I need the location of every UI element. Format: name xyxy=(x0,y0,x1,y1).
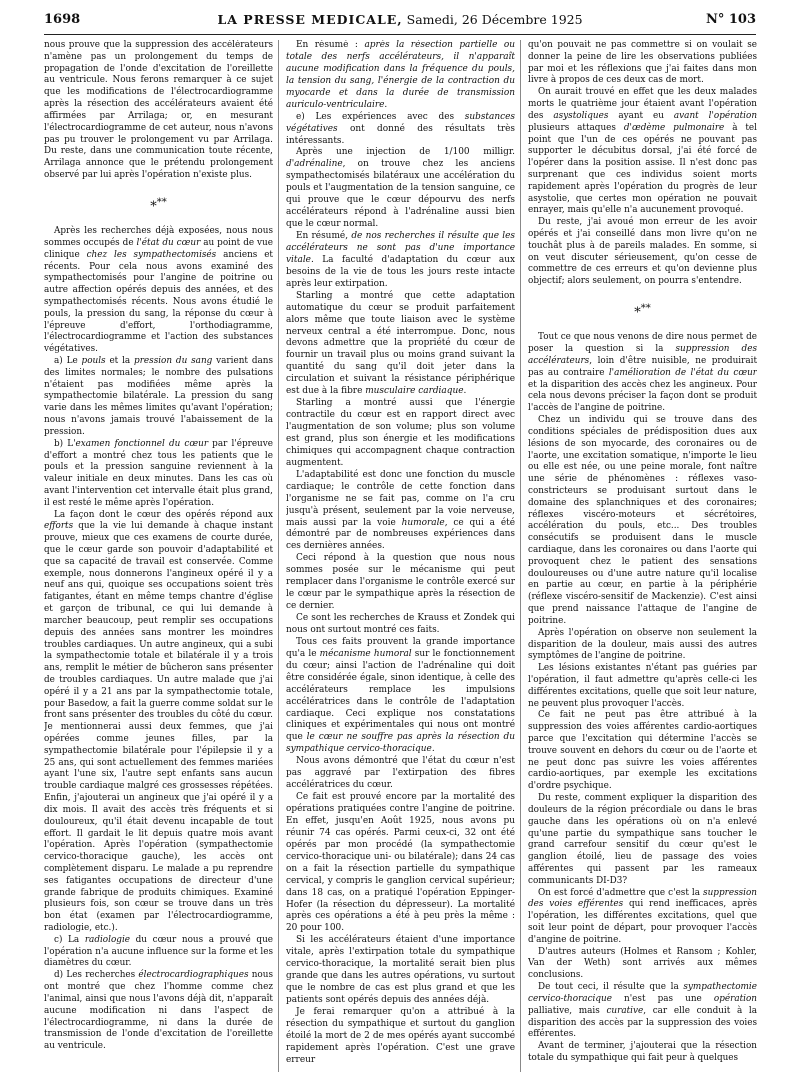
paragraph: Du reste, comment expliquer la disparition des douleurs de la région précordiale ou dans le bras gauche dans les opérations où on n'a enlevé qu'une partie du sympathique sans toucher le grand carrefour sensitif du cœur qu'est le ganglion étoilé, lieu de passage des voies afférentes qui passent par les rameaux communicants DI-D3? xyxy=(528,793,757,886)
text: ayant eu xyxy=(608,110,674,121)
text: et la disparition des accès chez les angineux. Pour cela nous devons préciser la façon dont se produit l'accès de l'angine de poitrine. xyxy=(528,379,757,414)
paragraph xyxy=(44,226,273,356)
italic-text: suppression des voies efférentes xyxy=(528,887,757,910)
paragraph: D'autres auteurs (Holmes et Ransom ; Kohler, Van der Weth) sont arrivés aux mêmes conclusions. xyxy=(528,946,757,981)
page-header xyxy=(44,8,756,35)
text: En résumé, xyxy=(296,231,352,241)
paragraph xyxy=(286,112,515,148)
text: que la vie lui demande à chaque instant prouve, mieux que ces examens de courte durée, que le cœur garde son pouvoir d'adaptabilité et que sa capacité de travail est conservée. Comme exemple, nous donnerons l'angineux opéré il y a neuf ans qui, quoique ses occupations soient très fatigantes, étant en même temps chantre d'église et garçon de tribunal, ce qui lui demande à marcher beaucoup, peut remplir ses occupations depuis des années sans montrer les moindres troubles cardiaques. Un autre angineux, qui a subi la sympathectomie totale et bilatérale il y a trois ans, remplit le métier de bûcheron sans présenter de troubles cardiaques. Un autre malade que j'ai opéré il y a 21 ans par la sympathectomie totale, pour Basedow, a fait la guerre comme soldat sur le front sans présenter des troubles du côté du cœur. Je mentionnerai aussi deux femmes, que j'ai opérées comme jeunes filles, par la sympathectomie bilatérale pour l'épilepsie il y a 25 ans, qui sont actuellement des femmes mariées ayant l'une six, l'autre sept enfants sans aucun trouble cardiaque malgré ces grossesses répétées. Enfin, j'ajouterai un angineux que j'ai opéré il y a dix mois. Il avait des accès très fréquents et si douloureux, qu'il était devenu incapable de tout effort. Il gardait le lit depuis quatre mois avant l'opération. Après l'opération (sympathectomie cervico-thoracique gauche), les accès ont complètement disparu. Le malade a pu reprendre ses fatigantes occupations de directeur d'une grande fabrique de produits chimiques. Examiné plusieurs fois, son cœur se trouve dans un très bon état (examen par l'électrocardiogramme, radiologie, etc.). xyxy=(44,521,273,934)
paragraph: qu'on pouvait ne pas commettre si on voulait se donner la peine de lire les observations publiées par moi et les réflexions que j'ai faites dans mon livre à propos de ces deux cas de mort. xyxy=(528,40,757,86)
italic-text: musculaire cardiaque xyxy=(365,386,464,397)
paragraph xyxy=(286,231,515,291)
text: , ce qui a été démontré par de nombreuses expériences dans ces dernières années. xyxy=(286,517,515,552)
paragraph xyxy=(528,332,757,415)
paragraph: Ce fait est prouvé encore par la mortalité des opérations pratiquées contre l'angine de poitrine. En effet, jusqu'en Août 1925, nous avons pu réunir 74 cas opérés. Parmi ceux-ci, 32 ont été opérés par mon procédé (la sympathectomie cervico-thoracique uni- ou bilatérale); dans 24 cas on a fait la résection partielle du sympathique cervical, y compris le ganglion cervical supérieur; dans 18 cas, on a pratiqué l'opération Eppinger-Hofer (la résection du dépresseur). La mortalité après ces opérations a été à peu près la même : 20 pour 100. xyxy=(286,792,515,934)
italic-text: opération xyxy=(713,993,757,1004)
text: a) Le xyxy=(54,356,82,367)
text: Tout ce que nous venons de dire nous permet de poser la question si la xyxy=(528,332,757,355)
paragraph xyxy=(286,40,515,112)
paragraph xyxy=(44,356,273,439)
text-column-3 xyxy=(528,40,757,1072)
italic-text: l'amélioration de l'état du cœur xyxy=(608,367,757,378)
italic-text: humorale xyxy=(401,517,445,528)
paragraph xyxy=(44,970,273,1053)
italic-text: d'œdème pulmonaire xyxy=(623,122,725,133)
italic-text: suppression des accélérateurs xyxy=(528,344,757,367)
paragraph: Starling a montré aussi que l'énergie contractile du cœur est en rapport direct avec l'augmentation de son volume; plus son volume est grand, plus son énergie et les modifications chimiques qui accompagnent chaque contraction augmentent. xyxy=(286,398,515,468)
section-separator-asterism: *** xyxy=(634,303,651,321)
paragraph xyxy=(528,982,757,1041)
text: La façon dont le cœur des opérés répond aux xyxy=(54,509,273,520)
text: à tel point que l'un de ces opérés ne pouvant pas supporter le décubitus dorsal, j'ai été forcé de l'opérer dans la position assise. Il n'est donc pas surprenant que ces individus soient morts rapidement après l'opération du progrès de leur asystolie, que certes mon opération ne pouvait enrayer, mais qu'elle n'a aucunement provoqué. xyxy=(528,122,757,216)
italic-text: le cœur ne souffre pas après la résection du sympathique cervico-thoracique. xyxy=(286,732,515,755)
text: varient dans des limites normales; le nombre des pulsations n'étaient pas modifiées même après la sympathectomie bilatérale. La pression du sang varie dans les mêmes limites qu'avant l'opération; nous n'avons jamais trouvé l'abaissement de la pression. xyxy=(44,356,273,437)
text: , on trouve chez les anciens sympathectomisés bilatéraux une accélération du pouls et l'augmentation de la tension sanguine, ce qui prouve que le cœur dépourvu des nerfs accélérateurs répond à l'adrénaline aussi bien que le cœur normal. xyxy=(286,159,515,230)
paragraph xyxy=(44,510,273,935)
paragraph: nous prouve que la suppression des accélérateurs n'amène pas un prolongement du temps de propagation de l'onde d'excitation de l'oreillette au ventricule. Nous ferons remarquer à ce sujet que les modifications de l'électrocardiogramme après la résection des accélérateurs avaient été affirmées par Arrilaga; or, en mesurant l'électrocardiogramme de cet auteur, nous n'avons pas pu trouver le prolongement vu par Arrilaga. Du reste, dans une communication toute récente, Arrilaga annonce que le prétendu prolongement observé par lui après l'opération n'existe plus. xyxy=(44,40,273,180)
text: , loin d'être nuisible, ne produirait pas au contraire xyxy=(528,356,757,378)
text: On est forcé d'admettre que c'est la xyxy=(538,887,704,898)
paragraph xyxy=(286,291,515,398)
italic-text: électrocardiographiques xyxy=(138,970,249,981)
text: nous ont montré que chez l'homme comme chez l'animal, ainsi que nous l'avons déjà dit, n'apparaît aucune modification ni dans l'aspect de l'électrocardiogramme, ni dans la durée de transmission de l'onde d'excitation de l'oreillette au ventricule. xyxy=(44,970,273,1052)
text: palliative, mais xyxy=(528,1005,607,1016)
paragraph xyxy=(286,637,515,756)
paragraph: Ce sont les recherches de Krauss et Zondek qui nous ont surtout montré ces faits. xyxy=(286,613,515,635)
text: La faculté d'adaptation du cœur aux besoins de la vie de tous les jours reste intacte après leur extirpation. xyxy=(286,254,515,289)
text: Starling a montré que cette adaptation automatique du cœur se produit parfaitement alors même que toute liaison avec le système nerveux central a été interrompue. Donc, nous devons admettre que la propriété du cœur de fournir un travail plus ou moins grand suivant la quantité du sang qu'il doit jeter dans la circulation et suivant la résistance périphérique est due à la fibre xyxy=(286,290,515,397)
paragraph xyxy=(528,87,757,217)
italic-text: sympathectomie cervico-thoracique xyxy=(528,982,757,1004)
paragraph: Je ferai remarquer qu'on a attribué à la résection du sympathique et surtout du ganglion étoilé la mort de 2 de mes opérés ayant succombé rapidement après l'opération. C'est une grave erreur xyxy=(286,1006,515,1065)
italic-text: pression du sang xyxy=(134,356,213,367)
text: plusieurs attaques xyxy=(528,122,624,133)
italic-text: de nos recherches il résulte que les accélérateurs ne sont pas d'une importance vitale. xyxy=(286,231,515,265)
paragraph: Après l'opération on observe non seulement la disparition de la douleur, mais aussi des autres symptômes de l'angine de poitrine. xyxy=(528,627,757,662)
paragraph: Si les accélérateurs étaient d'une importance vitale, après l'extirpation totale du sympathique cervico-thoracique, la mortalité serait bien plus grande que dans les autres opérations, vu surtout que le nombre de cas est plus grand et que les patients sont opérés depuis des années déjà. xyxy=(286,935,515,1005)
italic-text: chez les sympathectomisés xyxy=(86,249,217,260)
text: L'adaptabilité est donc une fonction du muscle cardiaque; le contrôle de cette fonction dans l'organisme ne se fait pas, comme on l'a cru jusqu'à présent, seulement par la voie nerveuse, mais aussi par la voie xyxy=(286,469,515,528)
paragraph: Du reste, j'ai avoué mon erreur de les avoir opérés et j'ai conseillé dans mon livre qu'on ne touchât plus à de pareils malades. En somme, si on veut discuter sérieusement, qu'on cesse de commettre de ces erreurs et qu'on devienne plus objectif; alors seulement, on pourra s'entendre. xyxy=(528,217,757,287)
italic-text: mécanisme humoral xyxy=(319,648,412,659)
text: anciens et récents. Pour cela nous avons examiné des sympathectomisés pour l'angine de poitrine ou autre affection opérés depuis des années, et des sympathectomisés récents. Nous avons étudié le pouls, la pression du sang, la réponse du cœur à l'épreuve d'effort, l'orthodiagramme, l'électrocardiogramme et l'action des substances végétatives. xyxy=(44,249,273,355)
text: b) L' xyxy=(54,438,76,449)
text: sur le fonctionnement du cœur; ainsi l'action de l'adrénaline qui doit être considérée égale, sinon identique, à celle des accélérateurs remplace les impulsions accélératrices dans le contrôle de l'adaptation cardiaque. Ceci explique nos constatations cliniques et expérimentales qui nous ont montré que xyxy=(286,648,515,743)
italic-text: pouls xyxy=(81,356,106,367)
text: n'est pas une xyxy=(611,993,714,1004)
section-separator-asterism: *** xyxy=(150,196,167,215)
text: En résumé : xyxy=(296,40,365,50)
paragraph: Avant de terminer, j'ajouterai que la résection totale du sympathique qui fait peur à quelques xyxy=(528,1041,757,1063)
column-divider xyxy=(278,40,279,1072)
page-number: 1698 xyxy=(44,12,81,27)
italic-text: radiologie xyxy=(84,934,131,945)
paragraph xyxy=(44,935,273,970)
italic-text: efforts xyxy=(44,521,74,532)
text: c) La xyxy=(54,934,85,945)
text: e) Les expériences avec des xyxy=(296,111,465,122)
text: De tout ceci, il résulte que la xyxy=(538,982,684,993)
text-column-2 xyxy=(286,40,515,1072)
italic-text: d'adrénaline xyxy=(286,159,343,170)
paragraph xyxy=(286,147,515,231)
text: . xyxy=(463,386,467,397)
text: Après une injection de 1/100 milligr. xyxy=(296,147,515,158)
issue-number: N° 103 xyxy=(705,12,756,27)
italic-text: substances végétatives xyxy=(286,111,515,134)
paragraph: Les lésions existantes n'étant pas guéries par l'opération, il faut admettre qu'après celle-ci les différentes excitations, quelle que soit leur nature, ne peuvent plus provoquer l'accès. xyxy=(528,663,757,709)
text: On aurait trouvé en effet que les deux malades morts le quatrième jour étaient avant l'opération des xyxy=(528,87,757,121)
paragraph xyxy=(44,439,273,510)
text-column-1 xyxy=(44,40,273,1072)
issue-date: Samedi, 26 Décembre 1925 xyxy=(406,12,583,27)
text: du cœur nous a prouvé que l'opération n'a aucune influence sur la forme et les diamètres du cœur. xyxy=(44,934,273,969)
text: d) Les recherches xyxy=(54,970,139,981)
italic-text: après la résection partielle ou totale des nerfs accélérateurs, il n'apparaît aucune modification dans la fréquence du pouls, la tension du sang, l'énergie de la contraction du myocarde et dans la durée de transmission auriculo-ventriculaire. xyxy=(286,40,515,110)
running-head xyxy=(44,12,756,27)
text: Tous ces faits prouvent la grande importance qu'a le xyxy=(286,636,515,659)
text: , car elle conduit à la disparition des accès par la suppression des voies efférentes. xyxy=(528,1005,757,1040)
text: qui rend inefficaces, après l'opération, les différentes excitations, quel que soit leur point de départ, pour provoquer l'accès d'angine de poitrine. xyxy=(528,899,757,945)
italic-text: asystoliques xyxy=(553,110,609,121)
italic-text: curative xyxy=(606,1005,644,1016)
text: au point de vue clinique xyxy=(44,237,273,260)
paragraph: Ce fait ne peut pas être attribué à la suppression des voies afférentes cardio-aortiques parce que l'excitation qui détermine l'accès se trouve souvent en dehors du cœur ou de l'aorte et ne peut donc pas suivre les voies afférentes cardio-aortiques, par exemple les excitations d'ordre psychique. xyxy=(528,710,757,792)
text: et la xyxy=(105,356,135,367)
paragraph xyxy=(286,470,515,554)
paragraph: Nous avons démontré que l'état du cœur n'est pas aggravé par l'extirpation des fibres accélératrices du cœur. xyxy=(286,756,515,791)
paragraph: Ceci répond à la question que nous nous sommes posée sur le mécanisme qui peut remplacer dans l'organisme le contrôle exercé sur le cœur par le sympathique après la résection de ce dernier. xyxy=(286,553,515,612)
column-divider xyxy=(520,40,521,1072)
journal-title: LA PRESSE MEDICALE, xyxy=(217,12,403,27)
italic-text: avant l'opération xyxy=(673,110,757,121)
italic-text: l'état du cœur xyxy=(136,237,201,248)
paragraph xyxy=(528,888,757,947)
italic-text: examen fonctionnel du cœur xyxy=(75,438,209,449)
paragraph: Chez un individu qui se trouve dans des conditions spéciales de prédisposition dues aux lésions de son myocarde, des coronaires ou de l'aorte, une excitation somatique, n'importe le lieu ou elle est née, ou une peine morale, font naître une série de phénomènes : réflexes vaso-constricteurs se produisant surtout dans le domaine des splanchniques et des coronaires; réflexes viscéro-moteurs et sécrétoires, accélération du pouls, etc... Des troubles consécutifs se produisent dans le muscle cardiaque, dans les coronaires ou dans l'aorte qui provoquent chez le patient des sensations douloureuses ou d'une autre nature qu'il localise en partie au cœur, en partie à la périphérie (réflexe viscéro-sensitif de Mackenzie). C'est ainsi que prend naissance l'attaque de l'angine de poitrine. xyxy=(528,415,757,626)
text: par l'épreuve d'effort a montré chez tous les patients que le pouls et la pression sanguine reviennent à la valeur initiale en deux minutes. Dans les cas où avant l'intervention cet intervalle était plus grand, il est resté le même après l'opération. xyxy=(44,438,273,508)
text: ont donné des résultats très intéressants. xyxy=(286,123,515,146)
text: Après les recherches déjà exposées, nous nous sommes occupés de xyxy=(44,226,273,248)
